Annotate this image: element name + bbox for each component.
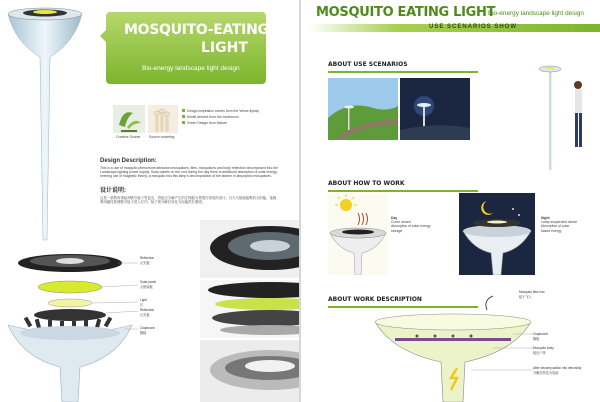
night-label: Night [541, 216, 550, 220]
inspiration-list [182, 109, 277, 126]
exploded-view-illustration [0, 245, 140, 402]
list-item [182, 121, 277, 125]
section-rule [328, 71, 478, 73]
description-body: This is a use of mosquito pheromone attraction mosquitoes, flies, mosquitoes and body reflection decomposed into the Landscape lighting power supply. Solar panels on the roof during the day there is additional absorption of solar energy, evening use of magnetic theory, a mosquito into this lamp's decomposition of the lantern in absorption mosquitoes. [100, 166, 278, 179]
day-label: Day [391, 216, 398, 220]
label-clapboard: Clapboard 隔板 [140, 326, 155, 335]
section-how-to-work-title: ABOUT HOW TO WORK [328, 180, 405, 187]
night-text: Lamp suspended above Absorption of solar based energy [541, 220, 578, 233]
lamp-illustration-tall [5, 2, 85, 242]
bullet-icon [182, 109, 185, 112]
title-card-arrow [100, 28, 108, 44]
band-label: USE SCENARIOS SHOW [429, 24, 518, 30]
section-rule [328, 190, 478, 192]
cn-description-body: 这是一款利用诱蚊剂吸引蚊子等昆虫，将蚊虫分解产生的生物能为景观灯供电的设计。白天太阳能板吸收太阳能，夜晚利用磁性原理吸引蚊子进入灯内，蚊子被分解后转化为电能供灯照明。 [100, 195, 277, 204]
thumb-caption-2: Source modeling [149, 135, 175, 139]
label-after-decomposition: After decomposition into electricity 分解后转化为电能 [533, 366, 582, 375]
night-mode-illustration [459, 193, 535, 275]
label-reflection-top: Reflection 反光板 [140, 256, 155, 265]
night-caption [541, 216, 599, 233]
section-use-scenarios-title: ABOUT USE SCENARIOS [328, 61, 408, 68]
mushroom-photo [148, 105, 178, 133]
right-title: MOSQUITO EATING LIGHT [316, 5, 496, 20]
day-caption [391, 216, 441, 233]
section-work-description-title: ABOUT WORK DESCRIPTION [328, 296, 422, 303]
thumb-caption-1: Creative Source [116, 135, 141, 139]
label-light: Light 灯 [140, 298, 147, 307]
header-band [309, 24, 600, 32]
title-line-2: LIGHT [201, 40, 248, 56]
right-page [301, 0, 600, 402]
list-item [182, 109, 277, 113]
detail-renders [200, 220, 299, 402]
design-description [100, 158, 278, 204]
description-title: Design Description: [100, 158, 157, 164]
work-description-diagram [373, 290, 533, 402]
bullet-text: Design inspiration comes from the Venus flytrap [187, 109, 259, 113]
bullet-icon [182, 115, 185, 118]
label-reflection-bottom: Reflection 反光板 [140, 308, 155, 317]
cn-description-title: 设计说明: [100, 187, 126, 194]
label-mosquito-body: Mosquito body 蚊虫尸体 [533, 346, 554, 355]
label-clapboard: Clapboard 隔板 [533, 332, 548, 341]
title-line-1: MOSQUITO-EATING [124, 22, 269, 38]
bullet-icon [182, 121, 185, 124]
bullet-text: Green Design from Nature [187, 121, 227, 126]
day-text: Cover closed Absorption of solar energy storage [391, 220, 431, 233]
scale-lamp-and-person [533, 60, 593, 170]
label-solar-panel: Solar panel 太阳能板 [140, 280, 157, 289]
day-mode-illustration [328, 193, 388, 275]
list-item [182, 115, 277, 119]
night-scenario-photo [400, 78, 470, 140]
bullet-text: Model derived from the mushroom [187, 115, 239, 120]
title-card [106, 12, 269, 84]
left-page [0, 0, 299, 402]
right-subtitle: Bio-energy landscape light design [488, 10, 584, 17]
title-subtitle: Bio-energy landscape light design [142, 65, 240, 72]
day-scenario-photo [328, 78, 398, 140]
flytrap-photo [113, 105, 145, 133]
label-mosquito-flew-in: Mosquito flew into 蚊子飞入 [519, 290, 545, 299]
